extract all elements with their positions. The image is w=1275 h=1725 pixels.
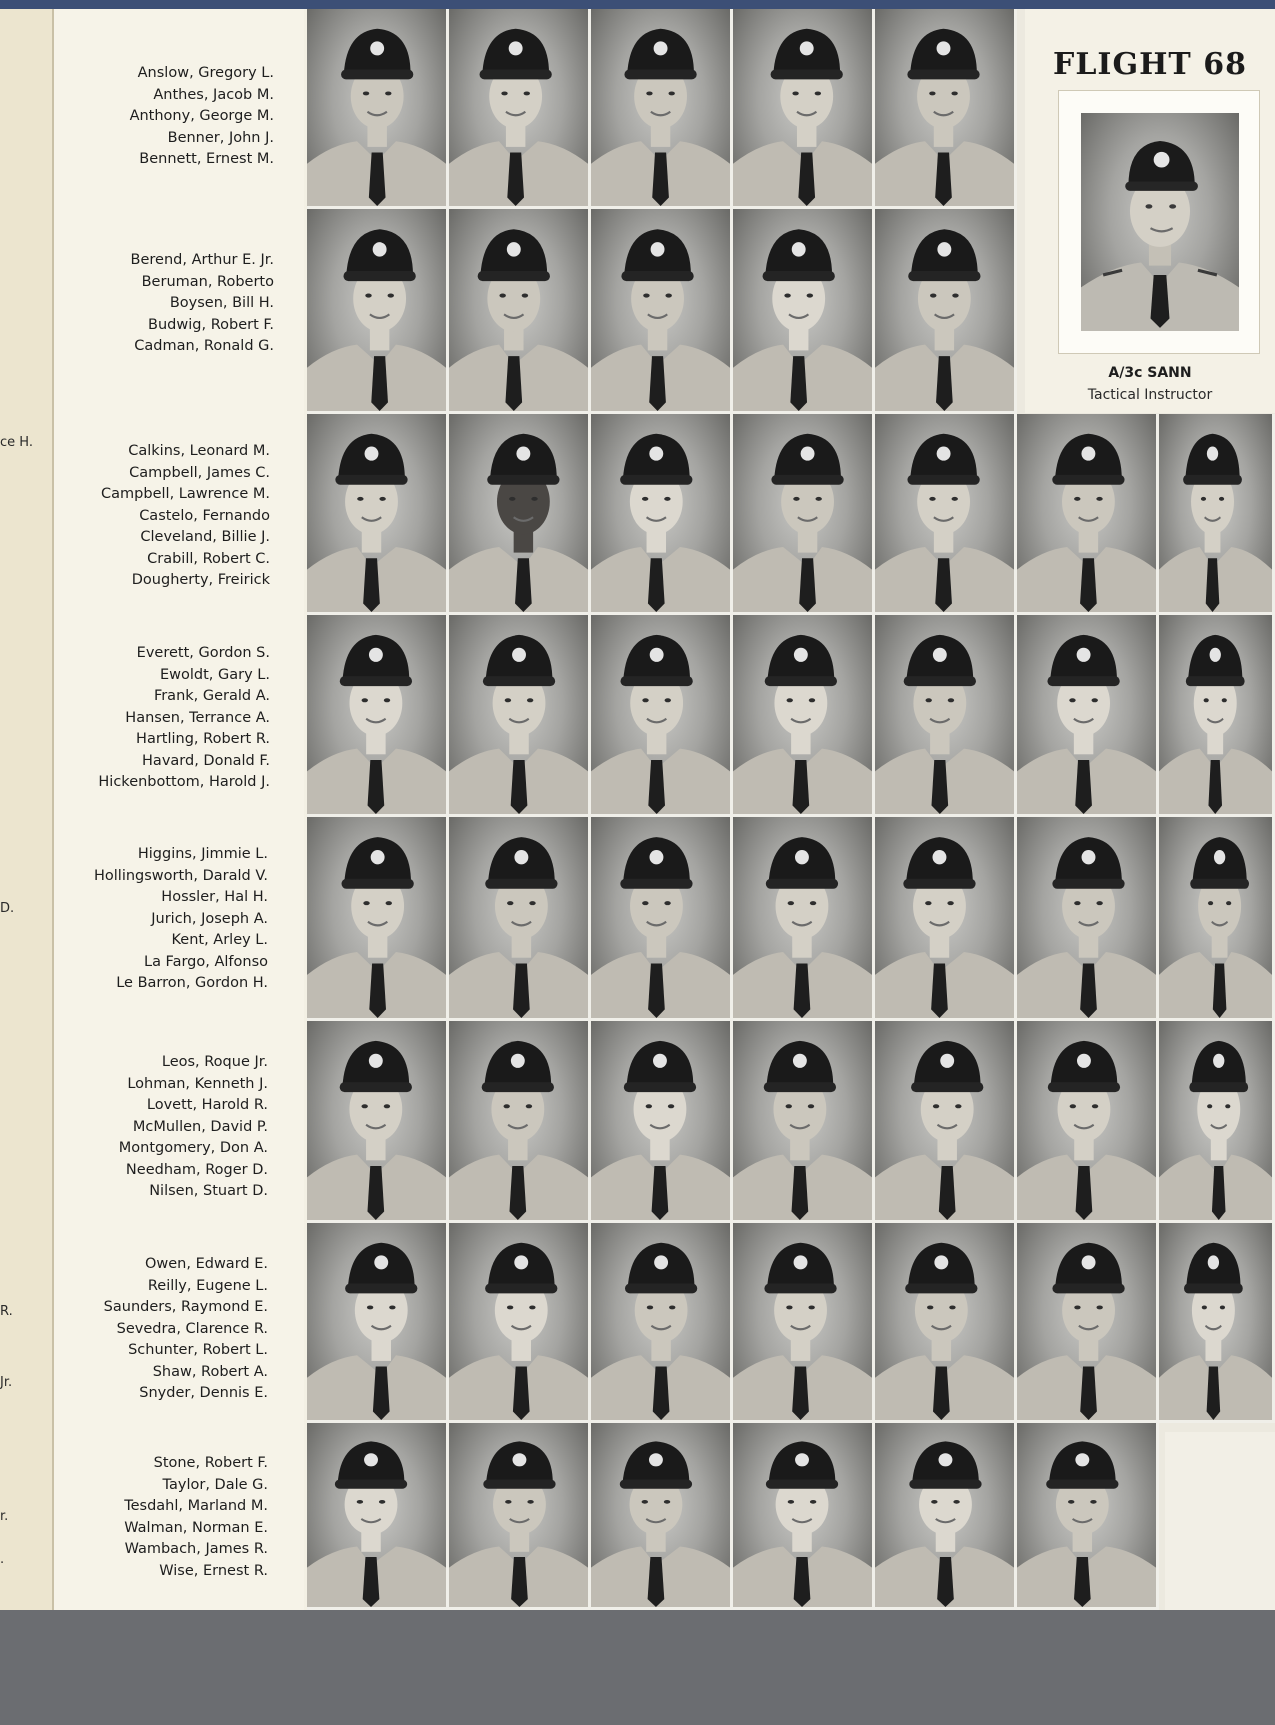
portrait-image	[307, 615, 446, 814]
cadet-photo	[733, 414, 875, 615]
cadet-name: Le Barron, Gordon H.	[116, 975, 268, 991]
portrait-image	[307, 209, 446, 411]
cadet-photo	[875, 1021, 1017, 1223]
instructor-photo-frame	[1058, 90, 1260, 354]
cadet-name: Snyder, Dennis E.	[139, 1385, 268, 1401]
cadet-name: Boysen, Bill H.	[169, 295, 274, 311]
cadet-photo	[733, 817, 875, 1021]
cadet-photo	[591, 9, 733, 209]
portrait-image	[307, 817, 446, 1018]
cadet-name: Castelo, Fernando	[139, 507, 270, 524]
cadet-photo	[449, 414, 591, 615]
portrait-image	[591, 209, 730, 411]
cadet-photo	[591, 209, 733, 414]
cadet-name: Nilsen, Stuart D.	[149, 1183, 268, 1199]
cadet-name: Benner, John J.	[167, 129, 274, 146]
name-group	[124, 1453, 268, 1582]
cadet-name: Hollingsworth, Darald V.	[94, 867, 268, 884]
cadet-name: Needham, Roger D.	[125, 1161, 268, 1178]
cadet-photo	[875, 209, 1017, 414]
cadet-name: Shaw, Robert A.	[152, 1363, 268, 1380]
portrait-image	[1081, 113, 1239, 331]
cadet-photo	[449, 9, 591, 209]
cadet-name: Hartling, Robert R.	[136, 731, 270, 747]
cadet-photo	[875, 817, 1017, 1021]
cadet-name: Wise, Ernest R.	[159, 1562, 268, 1579]
cadet-photo	[733, 1021, 875, 1223]
portrait-image	[875, 414, 1014, 612]
cadet-photo	[733, 1423, 875, 1610]
portrait-image	[591, 817, 730, 1018]
cadet-name: Higgins, Jimmie L.	[137, 846, 268, 862]
portrait-image	[1159, 615, 1272, 814]
cadet-photo	[307, 9, 449, 209]
cadet-name: Bennett, Ernest M.	[139, 151, 274, 167]
portrait-image	[875, 1021, 1014, 1220]
portrait-image	[1017, 1223, 1156, 1420]
portrait-image	[733, 414, 872, 612]
portrait-image	[1017, 817, 1156, 1018]
cadet-photo	[591, 1021, 733, 1223]
portrait-image	[449, 9, 588, 206]
cadet-photo	[1017, 1423, 1159, 1610]
portrait-image	[591, 1021, 730, 1220]
cadet-name: Cadman, Ronald G.	[134, 338, 274, 354]
cadet-photo	[1017, 817, 1159, 1021]
cadet-name: Crabill, Robert C.	[147, 550, 270, 567]
cadet-photo	[307, 1021, 449, 1223]
previous-page-fragment: Jr.	[0, 1375, 13, 1390]
portrait-image	[1017, 414, 1156, 612]
cadet-name: Reilly, Eugene L.	[147, 1277, 268, 1294]
portrait-image	[449, 615, 588, 814]
previous-page-fragment: ce H.	[0, 435, 33, 450]
cadet-name: Anslow, Gregory L.	[137, 65, 274, 81]
portrait-image	[591, 414, 730, 612]
portrait-image	[1017, 615, 1156, 814]
portrait-image	[307, 414, 446, 612]
cadet-photo	[1017, 1021, 1159, 1223]
name-column	[54, 9, 304, 1610]
portrait-image	[875, 1423, 1014, 1607]
portrait-image	[875, 209, 1014, 411]
cadet-photo	[733, 9, 875, 209]
cadet-name: Lohman, Kenneth J.	[127, 1075, 268, 1092]
cadet-name: Tesdahl, Marland M.	[124, 1498, 268, 1514]
cadet-photo	[591, 817, 733, 1021]
portrait-image	[307, 1021, 446, 1220]
cadet-photo	[449, 1223, 591, 1423]
cadet-name: Owen, Edward E.	[144, 1256, 268, 1272]
portrait-image	[875, 9, 1014, 206]
cadet-photo	[1159, 615, 1275, 817]
cadet-photo	[307, 209, 449, 414]
portrait-image	[449, 1223, 588, 1420]
flight-title: FLIGHT 68	[1053, 47, 1247, 82]
name-group	[119, 1052, 268, 1203]
cadet-photo	[307, 817, 449, 1021]
cadet-name: Everett, Gordon S.	[136, 645, 270, 661]
previous-page-fragment: r.	[0, 1509, 9, 1524]
cadet-photo	[449, 1021, 591, 1223]
cadet-name: Hickenbottom, Harold J.	[98, 774, 270, 790]
portrait-image	[1159, 414, 1272, 612]
previous-page-fragment: .	[0, 1552, 5, 1567]
cadet-photo	[449, 615, 591, 817]
previous-page-fragment: R.	[0, 1304, 13, 1319]
cadet-name: Wambach, James R.	[124, 1541, 268, 1557]
portrait-image	[1017, 1021, 1156, 1220]
cadet-name: Taylor, Dale G.	[162, 1476, 268, 1493]
empty-photo-slot	[1165, 1432, 1275, 1610]
cadet-photo	[1159, 817, 1275, 1021]
cadet-name: McMullen, David P.	[132, 1118, 268, 1135]
cadet-name: Anthony, George M.	[129, 108, 274, 124]
cadet-name: Budwig, Robert F.	[148, 316, 274, 333]
cadet-photo	[875, 9, 1017, 209]
cadet-name: Walman, Norman E.	[124, 1519, 268, 1536]
cadet-photo	[1159, 1021, 1275, 1223]
cadet-photo	[875, 615, 1017, 817]
portrait-image	[307, 1223, 446, 1420]
cadet-photo	[733, 615, 875, 817]
cadet-name: Campbell, James C.	[129, 464, 270, 481]
cadet-photo	[1017, 615, 1159, 817]
cadet-name: Cleveland, Billie J.	[140, 529, 270, 545]
portrait-image	[1159, 1223, 1272, 1420]
portrait-image	[875, 615, 1014, 814]
instructor-role: Tactical Instructor	[1087, 387, 1213, 403]
cadet-photo	[1017, 414, 1159, 615]
portrait-image	[449, 414, 588, 612]
name-group	[94, 844, 268, 995]
cadet-photo	[1159, 414, 1275, 615]
cadet-name: Hossler, Hal H.	[161, 889, 268, 905]
cadet-name: Stone, Robert F.	[153, 1455, 268, 1471]
portrait-image	[733, 615, 872, 814]
cadet-photo	[591, 1423, 733, 1610]
cadet-name: Saunders, Raymond E.	[103, 1299, 268, 1315]
cadet-photo	[307, 1423, 449, 1610]
cadet-photo	[591, 615, 733, 817]
cadet-name: Lovett, Harold R.	[146, 1097, 268, 1113]
name-group	[130, 63, 274, 171]
cadet-photo	[733, 209, 875, 414]
portrait-image	[733, 817, 872, 1018]
portrait-image	[733, 1021, 872, 1220]
cadet-name: Havard, Donald F.	[142, 752, 270, 769]
name-group	[131, 250, 274, 358]
portrait-image	[1159, 1021, 1272, 1220]
portrait-image	[449, 817, 588, 1018]
cadet-photo	[449, 209, 591, 414]
cadet-name: Leos, Roque Jr.	[161, 1054, 268, 1070]
previous-page-fragment: D.	[0, 901, 15, 916]
cadet-photo	[1017, 1223, 1159, 1423]
cadet-photo	[449, 817, 591, 1021]
portrait-image	[875, 817, 1014, 1018]
cadet-photo	[591, 414, 733, 615]
cadet-name: Montgomery, Don A.	[118, 1140, 268, 1156]
cadet-photo	[591, 1223, 733, 1423]
portrait-image	[449, 209, 588, 411]
portrait-image	[591, 1423, 730, 1607]
cadet-name: Campbell, Lawrence M.	[101, 486, 270, 502]
portrait-image	[1159, 817, 1272, 1018]
name-group	[101, 441, 270, 592]
cadet-photo	[875, 1223, 1017, 1423]
cadet-photo	[875, 1423, 1017, 1610]
portrait-image	[875, 1223, 1014, 1420]
instructor-photo	[1081, 113, 1239, 331]
previous-page-edge	[0, 9, 54, 1610]
cadet-name: Jurich, Joseph A.	[151, 910, 268, 927]
cadet-photo	[875, 414, 1017, 615]
portrait-image	[591, 615, 730, 814]
name-group	[104, 1254, 268, 1405]
cadet-name: Anthes, Jacob M.	[153, 86, 274, 103]
page-top-strip	[0, 0, 1275, 9]
cadet-name: Berend, Arthur E. Jr.	[130, 252, 274, 268]
cadet-name: Hansen, Terrance A.	[125, 709, 270, 726]
cadet-name: Beruman, Roberto	[141, 273, 274, 290]
portrait-image	[591, 1223, 730, 1420]
cadet-name: Sevedra, Clarence R.	[116, 1320, 268, 1337]
portrait-image	[449, 1423, 588, 1607]
cadet-photo	[307, 1223, 449, 1423]
cadet-photo	[307, 414, 449, 615]
cadet-name: Ewoldt, Gary L.	[160, 666, 270, 683]
cadet-name: Frank, Gerald A.	[153, 688, 270, 704]
instructor-rank-name: A/3c SANN	[1108, 365, 1192, 381]
portrait-image	[591, 9, 730, 206]
portrait-image	[733, 1423, 872, 1607]
portrait-image	[307, 9, 446, 206]
cadet-name: Calkins, Leonard M.	[128, 443, 270, 459]
cadet-photo	[733, 1223, 875, 1423]
portrait-image	[733, 209, 872, 411]
cadet-name: La Fargo, Alfonso	[143, 953, 268, 970]
portrait-image	[449, 1021, 588, 1220]
portrait-image	[733, 1223, 872, 1420]
cadet-photo	[307, 615, 449, 817]
portrait-image	[307, 1423, 446, 1607]
portrait-image	[733, 9, 872, 206]
cadet-name: Schunter, Robert L.	[128, 1342, 268, 1358]
instructor-panel	[1025, 9, 1275, 413]
portrait-image	[1017, 1423, 1156, 1607]
cadet-photo	[449, 1423, 591, 1610]
cadet-name: Kent, Arley L.	[171, 932, 268, 948]
name-group	[98, 643, 270, 794]
cadet-photo	[1159, 1223, 1275, 1423]
cadet-name: Dougherty, Freirick	[131, 572, 270, 588]
